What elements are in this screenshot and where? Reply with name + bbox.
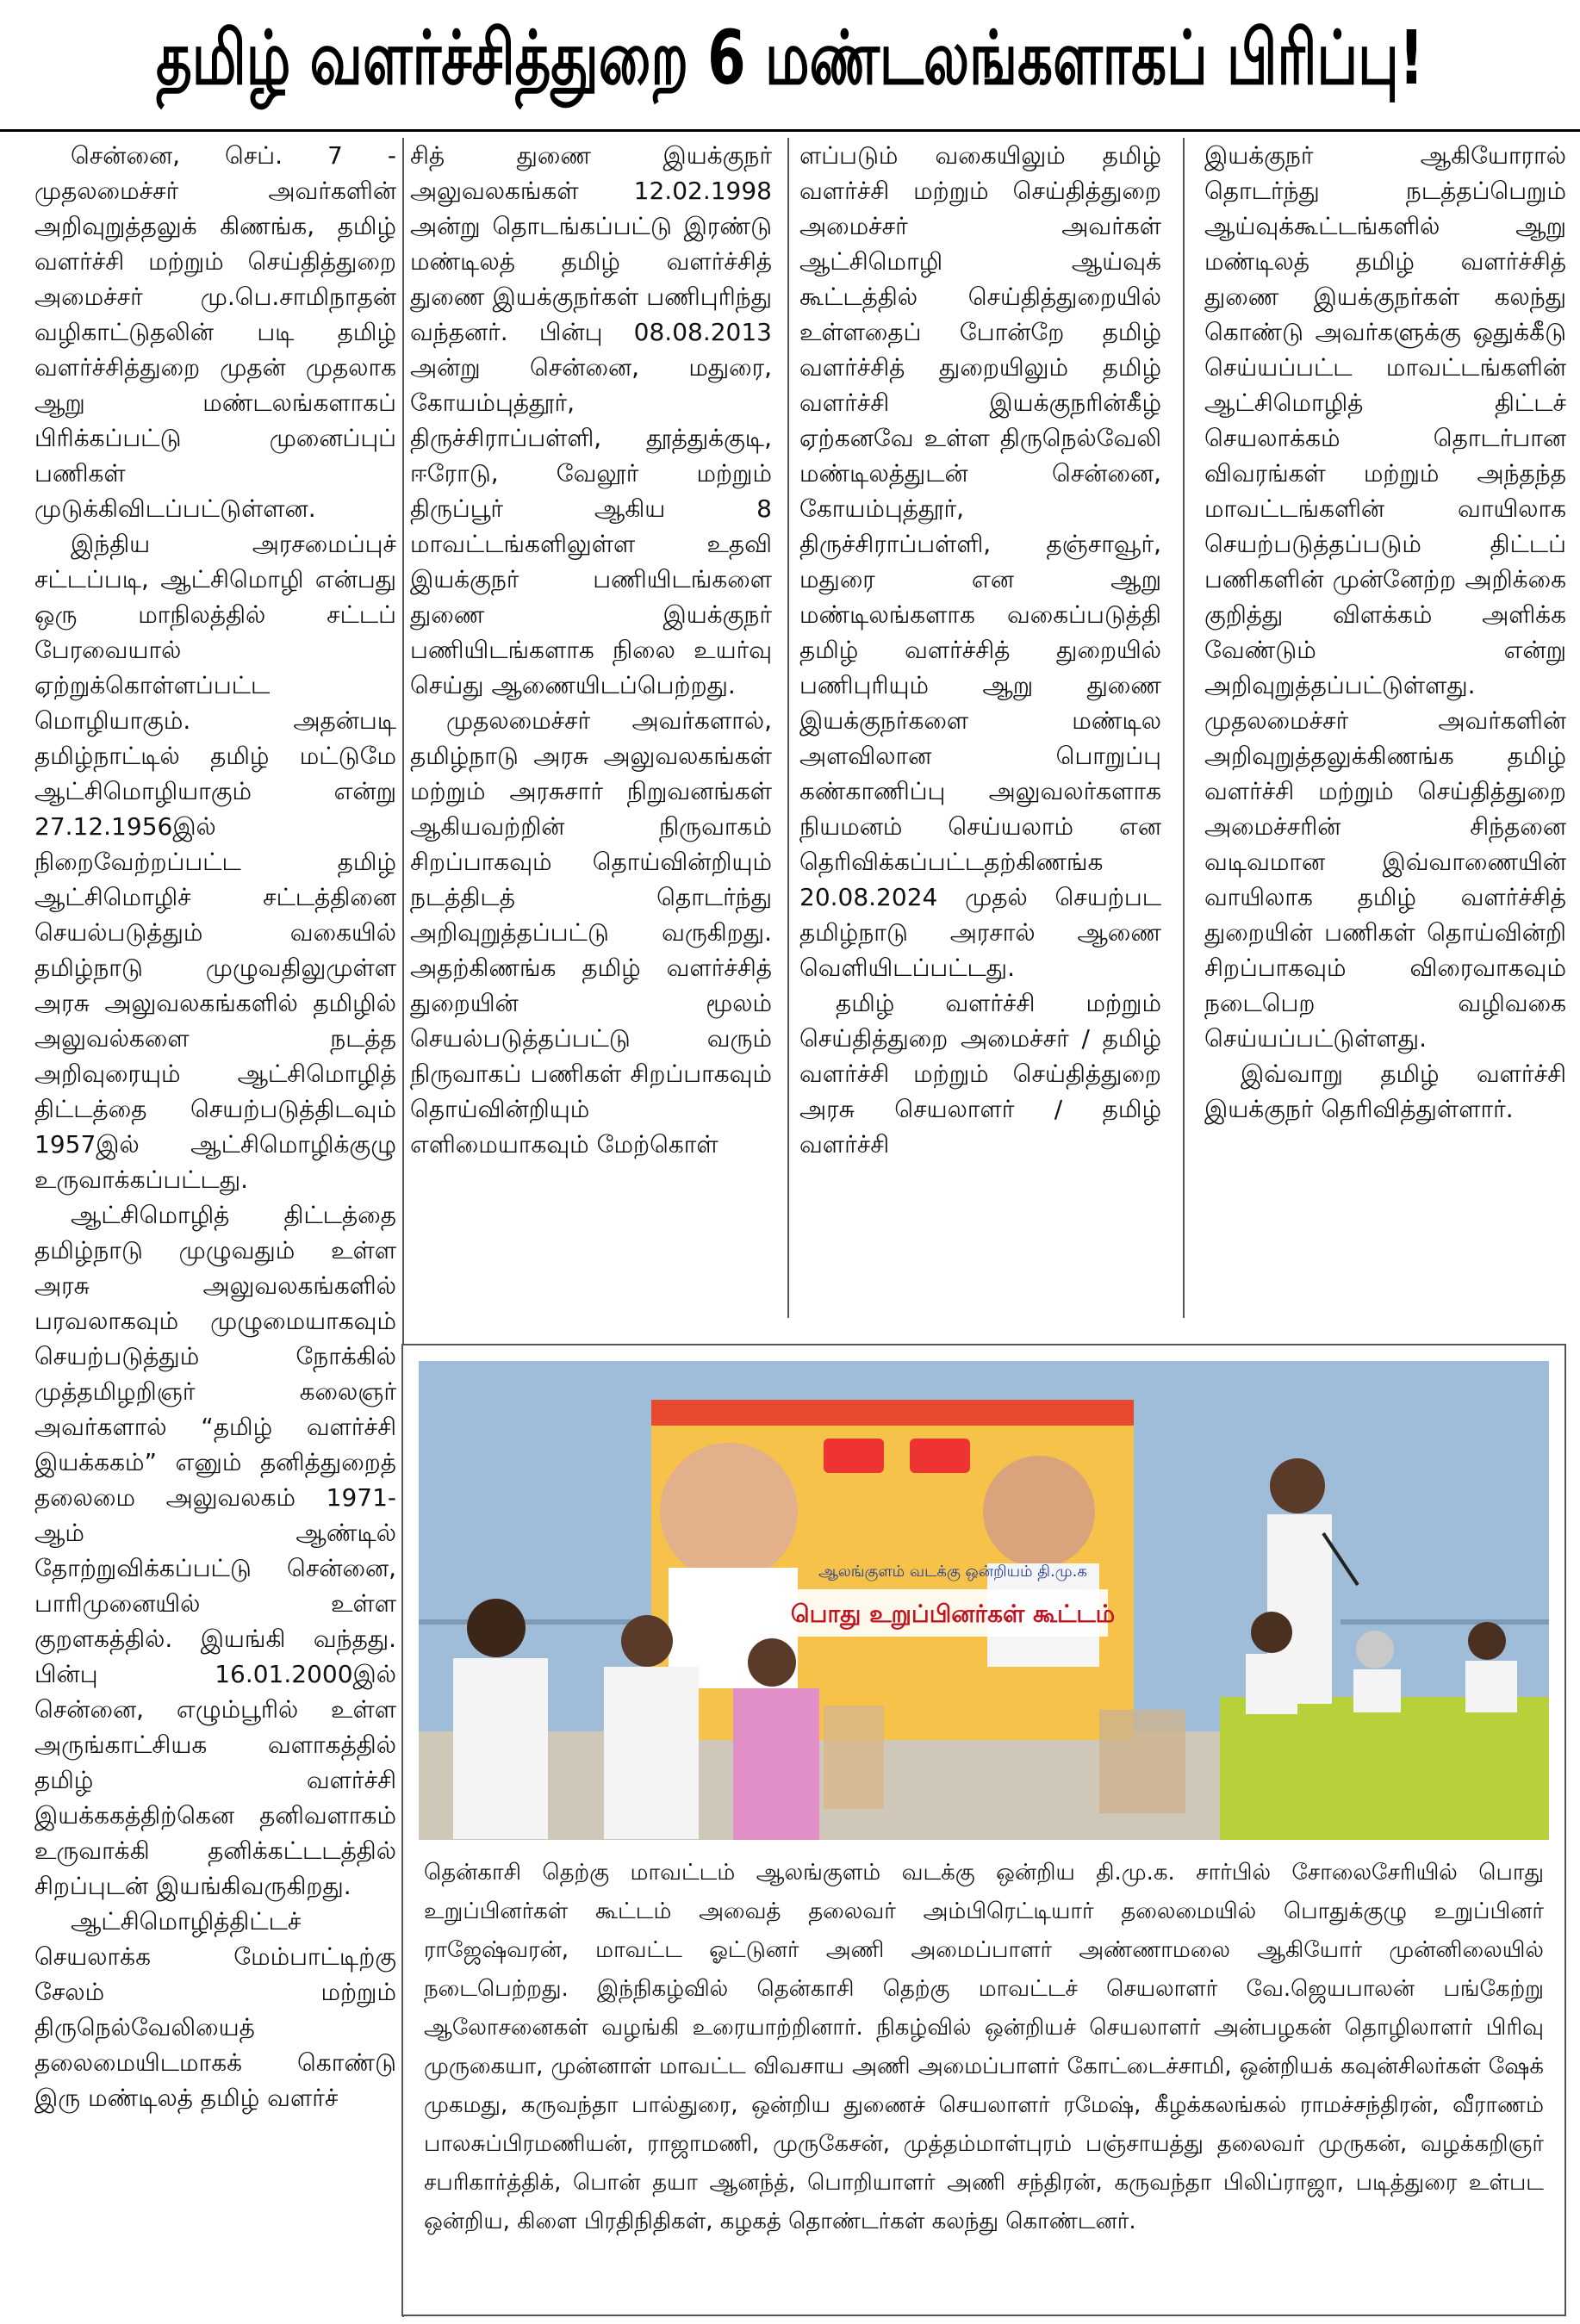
banner-subtitle: ஆலங்குளம் வடக்கு ஒன்றியம் தி.மு.க [818,1563,1087,1581]
seated-person [453,1658,548,1839]
event-photo [419,1361,1549,1840]
seated-person [604,1667,699,1839]
article-column-4 [1204,138,1566,1318]
paragraph: சென்னை, செப். 7 - முதலமைச்சர் அவர்களின் அறிவுறுத்தலுக் கிணங்க, தமிழ் வளர்ச்சி மற்றும் செய்தித்துறை அமைச்சர் மு.பெ.சாமிநாதன் வழிகாட்டுதலின் படி தமிழ் வளர்ச்சித்துறை முதன் முதலாக ஆறு மண்டலங்களாகப் பிரிக்கப்பட்டு முனைப்புப் பணிகள் முடுக்கிவிடப்பட்டுள்ளன. [34,141,396,523]
paragraph: இவ்வாறு தமிழ் வளர்ச்சி இயக்குநர் தெரிவித்துள்ளார். [1204,1059,1566,1123]
photo-news-box [401,1344,1566,2316]
paragraph: சித் துணை இயக்குநர் அலுவலகங்கள் 12.02.1998 அன்று தொடங்கப்பட்டு இரண்டு மண்டிலத் தமிழ் வளர்ச்சித் துணை இயக்குநர்கள் பணிபுரிந்து வந்தனர். பின்பு 08.08.2013 அன்று சென்னை, மதுரை, கோயம்புத்தூர், திருச்சிராப்பள்ளி, தூத்துக்குடி, ஈரோடு, வேலூர் மற்றும் திருப்பூர் ஆகிய 8 மாவட்டங்களிலுள்ள உதவி இயக்குநர் பணியிடங்களை துணை இயக்குநர் பணியிடங்களாக நிலை உயர்வு செய்து ஆணையிடப்பெற்றது. [410,141,772,699]
article-column-1 [34,138,396,2317]
paragraph: ஆட்சிமொழித்திட்டச் செயலாக்க மேம்பாட்டிற்கு சேலம் மற்றும் திருநெல்வேலியைத் தலைமையிடமாகக் கொண்டு இரு மண்டிலத் தமிழ் வளர்ச் [34,1907,396,2112]
article-column-3 [799,138,1161,1318]
seated-person [733,1688,819,1840]
banner-title: பொது உறுப்பினர்கள் கூட்டம் [790,1600,1116,1628]
paragraph: இந்திய அரசமைப்புச் சட்டப்படி, ஆட்சிமொழி என்பது ஒரு மாநிலத்தில் சட்டப் பேரவையால் ஏற்றுக்கொள்ளப்பட்ட மொழியாகும். அதன்படி தமிழ்நாட்டில் தமிழ் மட்டுமே ஆட்சிமொழியாகும் என்று 27.12.1956இல் நிறைவேற்றப்பட்ட தமிழ் ஆட்சிமொழிச் சட்டத்தினை செயல்படுத்தும் வகையில் தமிழ்நாடு முழுவதிலுமுள்ள அரசு அலுவலகங்களில் தமிழில் அலுவல்களை நடத்த அறிவுரையும் ஆட்சிமொழித் திட்டத்தை செயற்படுத்திடவும் 1957இல் ஆட்சிமொழிக்குழு உருவாக்கப்பட்டது. [34,530,396,1194]
event-photo-illustration [419,1361,1549,1840]
headline: தமிழ் வளர்ச்சித்துறை 6 மண்டலங்களாகப் பிரிப்பு! [156,16,1424,103]
paragraph: தமிழ் வளர்ச்சி மற்றும் செய்தித்துறை அமைச்சர் / தமிழ் வளர்ச்சி மற்றும் செய்தித்துறை அரசு செயலாளர் / தமிழ் வளர்ச்சி [799,989,1161,1159]
paragraph: முதலமைச்சர் அவர்களால், தமிழ்நாடு அரசு அலுவலகங்கள் மற்றும் அரசுசார் நிறுவனங்கள் ஆகியவற்றின் நிருவாகம் சிறப்பாகவும் தொய்வின்றியும் நடத்திடத் தொடர்ந்து அறிவுறுத்தப்பட்டு வருகிறது. அதற்கிணங்க தமிழ் வளர்ச்சித் துறையின் மூலம் செயல்படுத்தப்பட்டு வரும் நிருவாகப் பணிகள் சிறப்பாகவும் தொய்வின்றியும் எளிமையாகவும் மேற்கொள் [410,706,772,1159]
column-divider [1183,138,1185,1318]
paragraph: இயக்குநர் ஆகியோரால் தொடர்ந்து நடத்தப்பெறும் ஆய்வுக்கூட்டங்களில் ஆறு மண்டிலத் தமிழ் வளர்ச்சித் துணை இயக்குநர்கள் கலந்து கொண்டு அவர்களுக்கு ஒதுக்கீடு செய்யப்பட்ட மாவட்டங்களின் ஆட்சிமொழித் திட்டச் செயலாக்கம் தொடர்பான விவரங்கள் மற்றும் அந்தந்த மாவட்டங்களின் வாயிலாக செயற்படுத்தப்படும் திட்டப் பணிகளின் முன்னேற்ற அறிக்கை குறித்து விளக்கம் அளிக்க வேண்டும் என்று அறிவுறுத்தப்பட்டுள்ளது. முதலமைச்சர் அவர்களின் அறிவுறுத்தலுக்கிணங்க தமிழ் வளர்ச்சி மற்றும் செய்தித்துறை அமைச்சரின் சிந்தனை வடிவமான இவ்வாணையின் வாயிலாக தமிழ் வளர்ச்சித் துறையின் பணிகள் தொய்வின்றி சிறப்பாகவும் விரைவாகவும் நடைபெற வழிவகை செய்யப்பட்டுள்ளது. [1204,141,1566,1053]
headline-rule [0,129,1580,132]
paragraph: ளப்படும் வகையிலும் தமிழ் வளர்ச்சி மற்றும் செய்தித்துறை அமைச்சர் அவர்கள் ஆட்சிமொழி ஆய்வுக் கூட்டத்தில் செய்தித்துறையில் உள்ளதைப் போன்றே தமிழ் வளர்ச்சித் துறையிலும் தமிழ் வளர்ச்சி இயக்குநரின்கீழ் ஏற்கனவே உள்ள திருநெல்வேலி மண்டிலத்துடன் சென்னை, கோயம்புத்தூர், திருச்சிராப்பள்ளி, தஞ்சாவூர், மதுரை என ஆறு மண்டிலங்களாக வகைப்படுத்தி தமிழ் வளர்ச்சித் துறையில் பணிபுரியும் ஆறு துணை இயக்குநர்களை மண்டில அளவிலான பொறுப்பு கண்காணிப்பு அலுவலர்களாக நியமனம் செய்யலாம் என தெரிவிக்கப்பட்டதற்கிணங்க 20.08.2024 முதல் செயற்பட தமிழ்நாடு அரசால் ஆணை வெளியிடப்பட்டது. [799,141,1161,982]
photo-caption: தென்காசி தெற்கு மாவட்டம் ஆலங்குளம் வடக்கு ஒன்றிய தி.மு.க. சார்பில் சோலைசேரியில் பொது உறுப்பினர்கள் கூட்டம் அவைத் தலைவர் அம்பிரெட்டியார் தலைமையில் பொதுக்குழு உறுப்பினர் ராஜேஷ்வரன், மாவட்ட ஓட்டுனர் அணி அமைப்பாளர் அண்ணாமலை ஆகியோர் முன்னிலையில் நடைபெற்றது. இந்நிகழ்வில் தென்காசி தெற்கு மாவட்டச் செயலாளர் வே.ஜெயபாலன் பங்கேற்று ஆலோசனைகள் வழங்கி உரையாற்றினார். நிகழ்வில் ஒன்றியச் செயலாளர் அன்பழகன் தொழிலாளர் பிரிவு முருகையா, முன்னாள் மாவட்ட விவசாய அணி அமைப்பாளர் கோட்டைச்சாமி, ஒன்றியக் கவுன்சிலர்கள் ஷேக் முகமது, கருவந்தா பால்துரை, ஒன்றிய துணைச் செயலாளர் ரமேஷ், கீழக்கலங்கல் ராமச்சந்திரன், வீராணம் பாலசுப்பிரமணியன், ராஜாமணி, முருகேசன், முத்தம்மாள்புரம் பஞ்சாயத்து தலைவர் முருகன், வழக்கறிஞர் சபரிகார்த்திக், பொன் தயா ஆனந்த், பொறியாளர் அணி சந்திரன், கருவந்தா பிலிப்ராஜா, படித்துரை உள்பட ஒன்றிய, கிளை பிரதிநிதிகள், கழகத் தொண்டர்கள் கலந்து கொண்டனர். [424,1860,1544,2234]
stage-table [1220,1697,1549,1840]
paragraph: ஆட்சிமொழித் திட்டத்தை தமிழ்நாடு முழுவதும் உள்ள அரசு அலுவலகங்களில் பரவலாகவும் முழுமையாகவும் செயற்படுத்தும் நோக்கில் முத்தமிழறிஞர் கலைஞர் அவர்களால் “தமிழ் வளர்ச்சி இயக்ககம்” எனும் தனித்துறைத் தலைமை அலுவலகம் 1971-ஆம் ஆண்டில் தோற்றுவிக்கப்பட்டு சென்னை, பாரிமுனையில் உள்ள குறளகத்தில். இயங்கி வந்தது. பின்பு 16.01.2000இல் சென்னை, எழும்பூரில் உள்ள அருங்காட்சியக வளாகத்தில் தமிழ் வளர்ச்சி இயக்ககத்திற்கென தனிவளாகம் உருவாக்கி தனிக்கட்டடத்தில் சிறப்புடன் இயங்கிவருகிறது. [34,1201,396,1900]
article-column-2 [410,138,772,1318]
column-divider [787,138,789,1318]
